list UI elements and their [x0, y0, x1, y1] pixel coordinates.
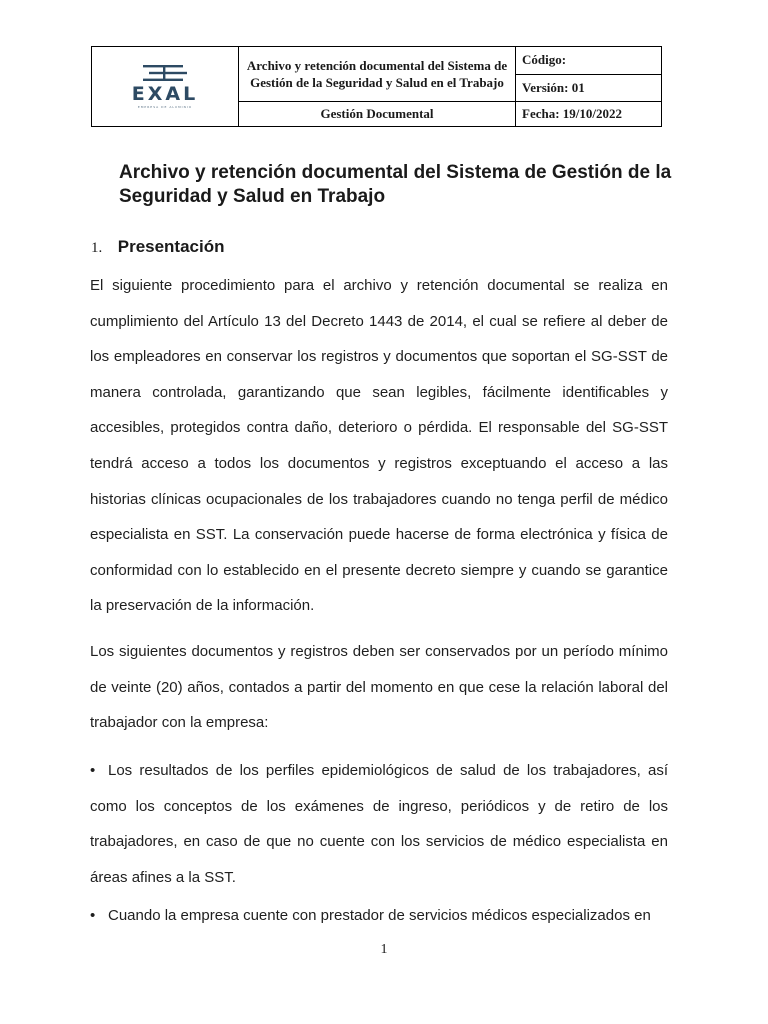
- section-heading: [91, 237, 225, 258]
- bullet-list: [90, 753, 668, 937]
- paragraph-retention: Los siguientes documentos y registros deben ser conservados por un período mínimo de veinte (20) años, contados a partir del momento en que cese la relación laboral del trabajador con la empresa:: [90, 643, 668, 732]
- document-header-table: [91, 46, 662, 127]
- page-number: 1: [380, 942, 388, 957]
- list-item-text: Cuando la empresa cuente con prestador de servicios médicos especializados en: [108, 907, 651, 925]
- header-subtitle: Gestión Documental: [239, 102, 516, 127]
- logo-text: EXAL: [131, 83, 199, 105]
- company-logo: [92, 47, 238, 126]
- bullet-icon: •: [90, 762, 96, 779]
- list-item: [90, 753, 668, 895]
- section-number: 1.: [91, 240, 103, 256]
- logo-subtext: EMPRESA DE ALUMINIO: [137, 105, 193, 109]
- list-item-text: Los resultados de los perfiles epidemiológicos de salud de los trabajadores, así como los conceptos de los exámenes de ingreso, periódicos y de retiro de los trabajadores, en caso de que no cuente con los servicios de médico especialista en áreas afines a la SST.: [90, 762, 668, 886]
- header-version: Versión: 01: [516, 74, 662, 102]
- header-title: Archivo y retención documental del Sistema de Gestión de la Seguridad y Salud en el Trabajo: [239, 47, 516, 102]
- logo-cell: [92, 47, 239, 127]
- bullet-icon: •: [90, 907, 96, 925]
- list-item: [90, 898, 668, 934]
- section-title: Presentación: [117, 237, 225, 256]
- logo-mark-icon: [141, 64, 189, 82]
- header-codigo: Código:: [516, 47, 662, 75]
- paragraph-intro: El siguiente procedimiento para el archivo y retención documental se realiza en cumplimiento del Artículo 13 del Decreto 1443 de 2014, el cual se refiere al deber de los empleadores en conservar los registros y documentos que soportan el SG-SST de manera controlada, garantizando que sean legibles, fácilmente identificables y accesibles, protegidos contra daño, deterioro o pérdida. El responsable del SG-SST tendrá acceso a todos los documentos y registros exceptuando el acceso a las historias clínicas ocupacionales de los trabajadores cuando no tenga perfil de médico especialista en SST. La conservación puede hacerse de forma electrónica y física de conformidad con lo establecido en el presente decreto siempre y cuando se garantice la preservación de la información.: [90, 277, 668, 615]
- header-fecha: Fecha: 19/10/2022: [516, 102, 662, 127]
- document-title: Archivo y retención documental del Sistema de Gestión de la Seguridad y Salud en Trabajo: [119, 162, 672, 207]
